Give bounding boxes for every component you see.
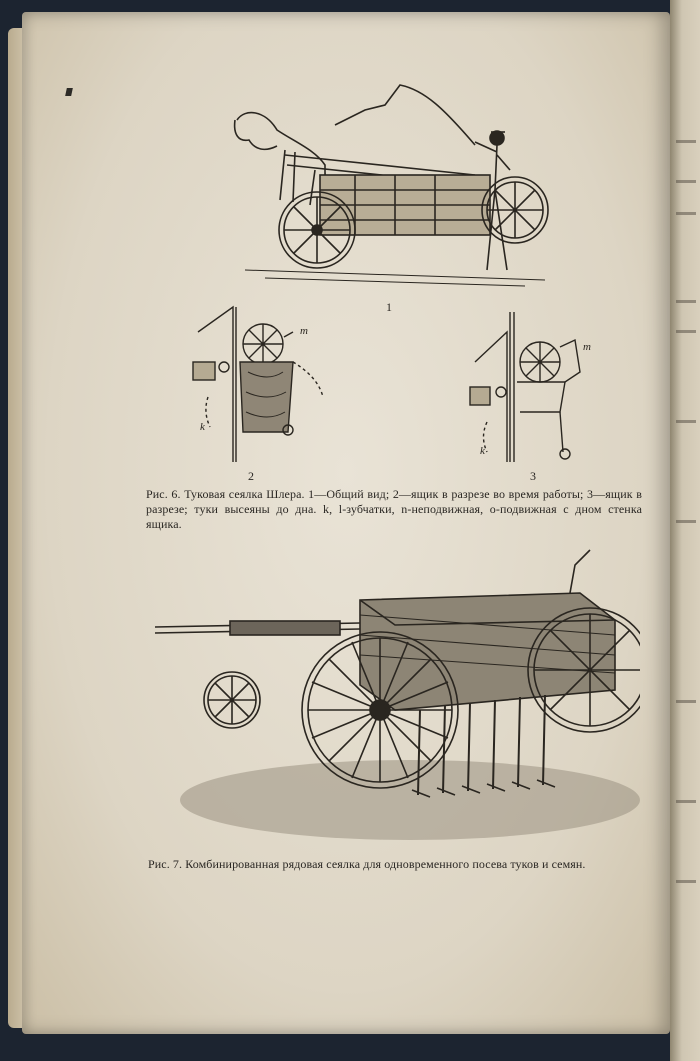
fig6-panel-3-label: 3 — [530, 469, 536, 483]
fig6-panel3-label-m: m — [583, 341, 591, 353]
fig6-label-m: m — [300, 325, 308, 337]
fig7-seed-drill-illustration — [150, 545, 640, 845]
fig7-caption: Рис. 7. Комбинированная рядовая сеялка для одновременного посева туков и семян. — [148, 857, 586, 871]
fig6-label-k: k — [200, 421, 205, 433]
fig6-panel-2-label: 2 — [248, 469, 254, 483]
fig6-panel-1-label: 1 — [386, 300, 392, 314]
fig6-box-section-working-diagram — [188, 302, 333, 467]
next-page-edge — [670, 0, 700, 1061]
fig6-general-view-illustration — [225, 80, 555, 305]
fig6-caption: Рис. 6. Туковая сеялка Шлера. 1—Общий вид; 2—ящик в разрезе во время работы; 3—ящик в разрезе; туки высеяны до дна. k, l-зубчатки, n-неподвижная, o-подвижная с дном стенка ящика. — [146, 487, 642, 531]
fig6-panel3-label-k: k — [480, 445, 485, 457]
fig6-box-section-empty-diagram — [465, 312, 605, 467]
